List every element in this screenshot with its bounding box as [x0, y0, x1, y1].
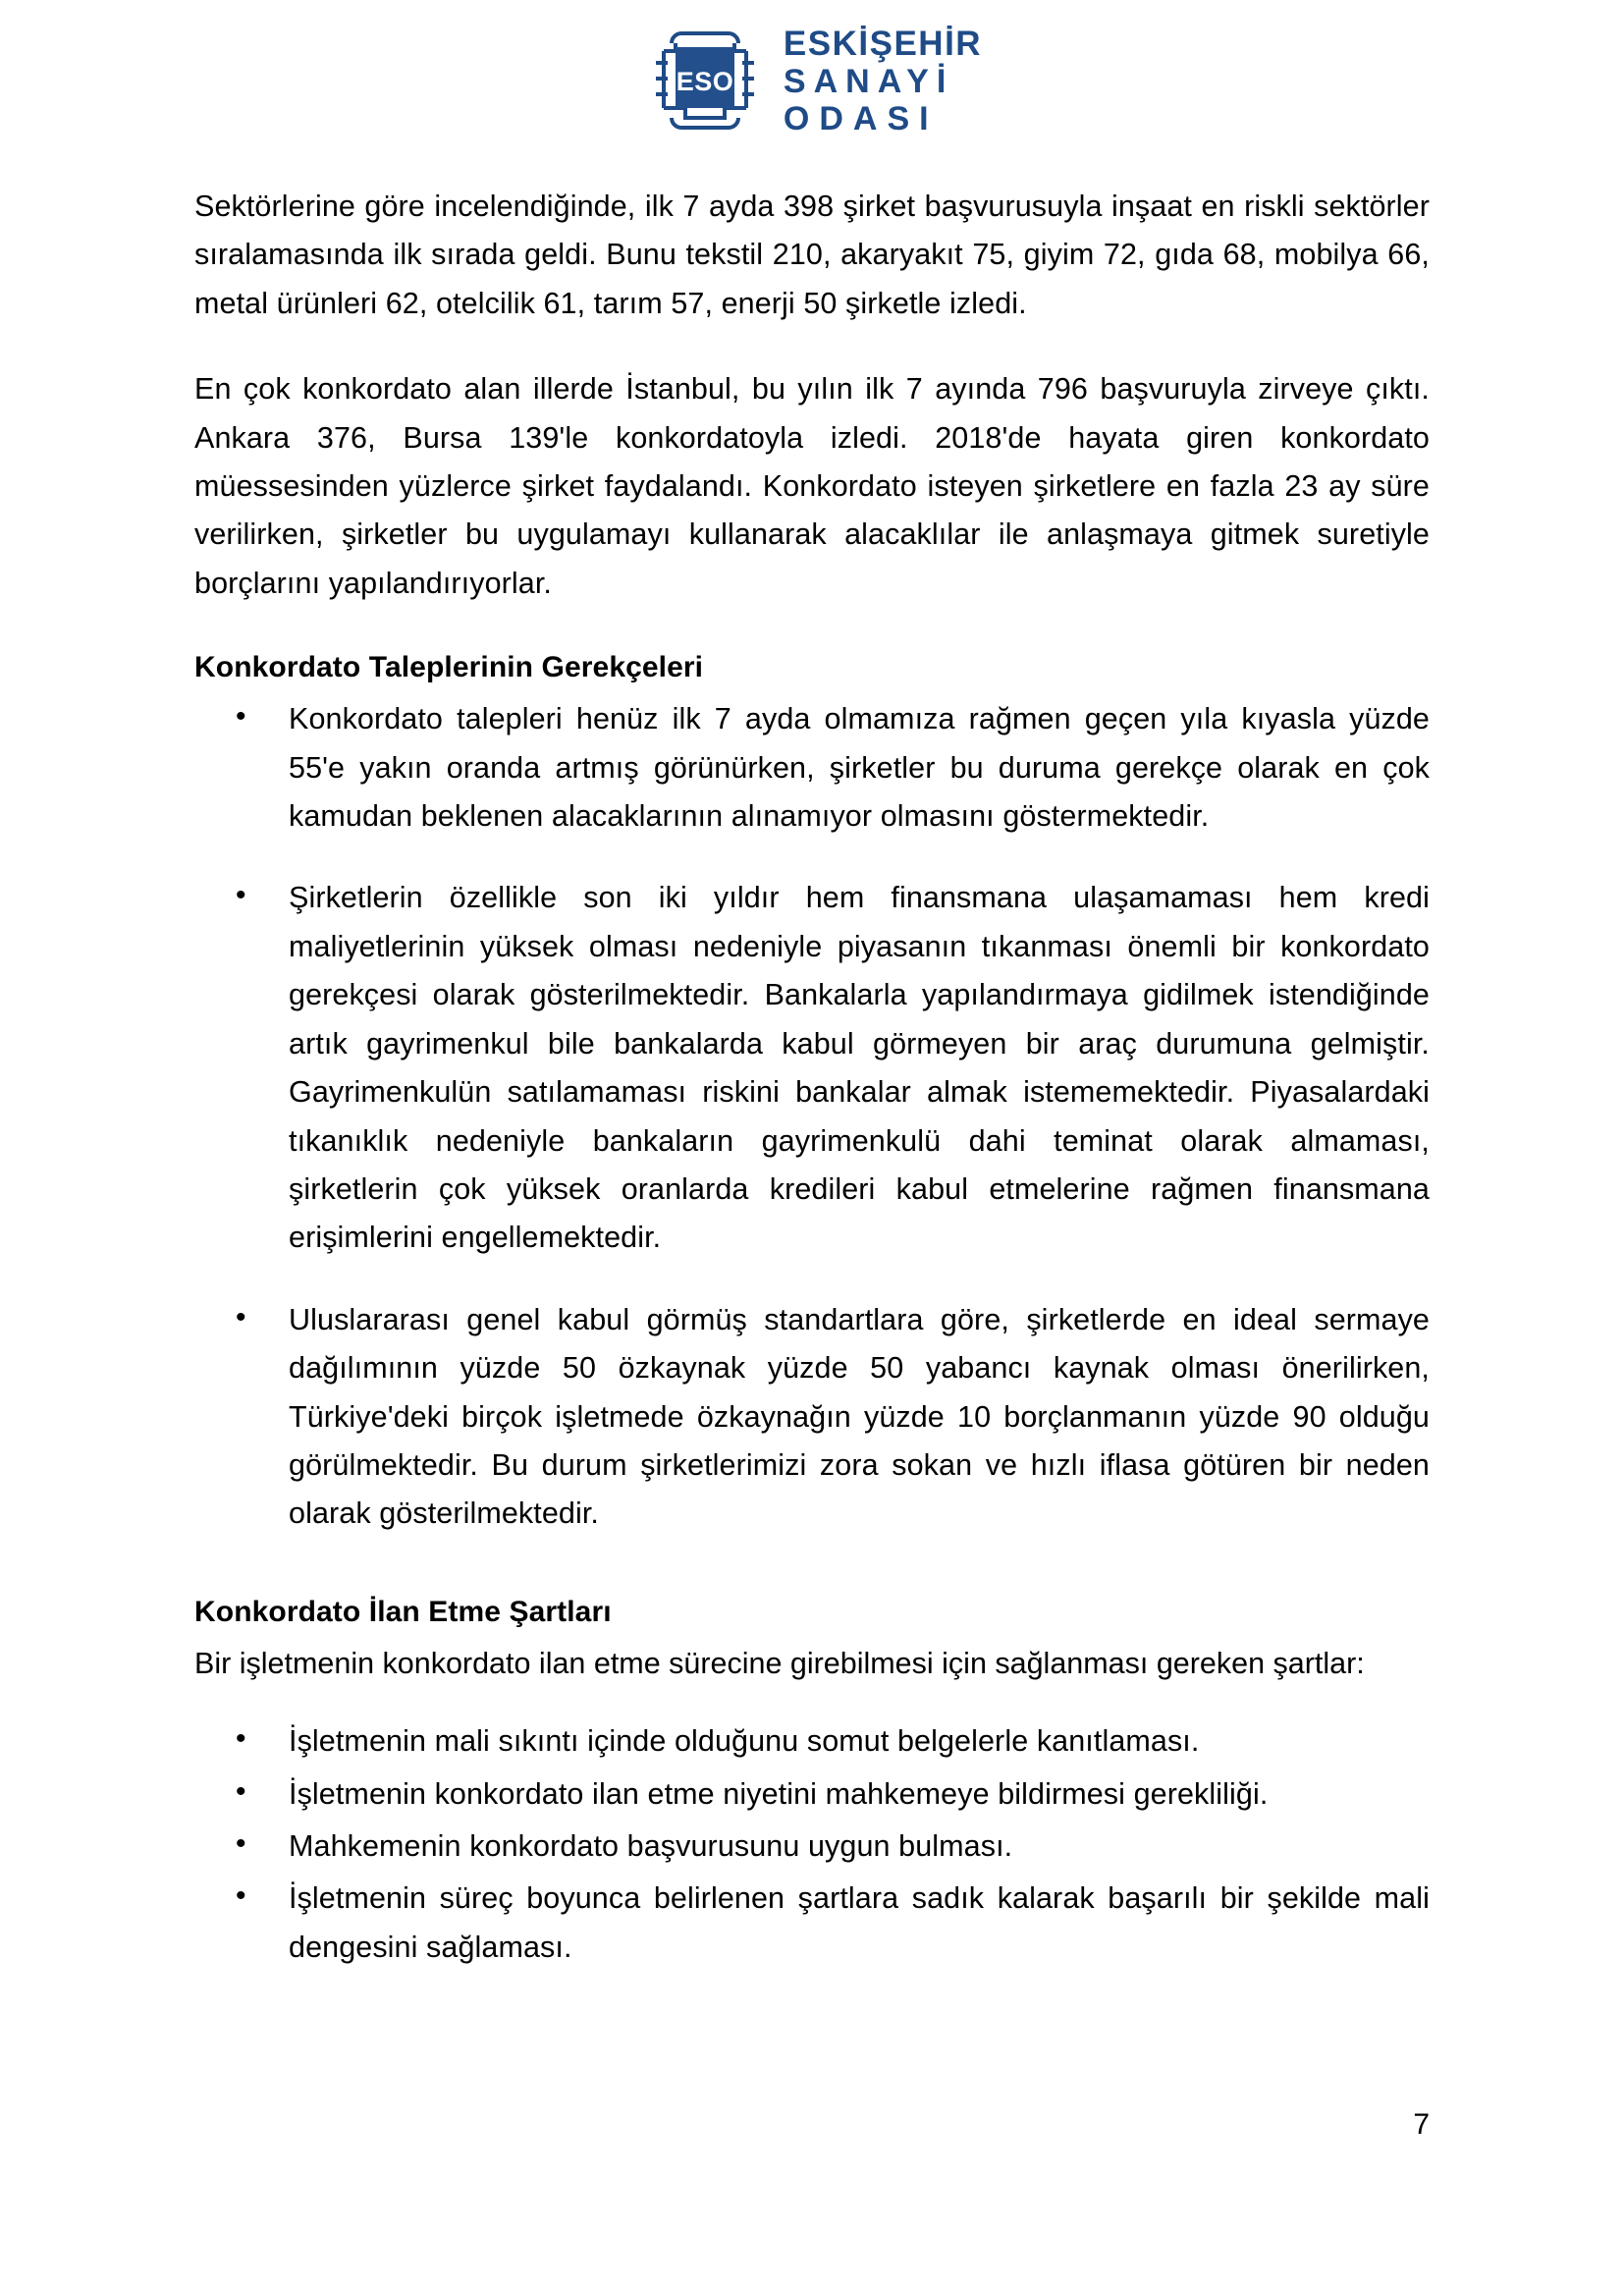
heading-konkordato-ilan-sartlari: Konkordato İlan Etme Şartları — [194, 1595, 612, 1628]
list-item: • Şirketlerin özellikle son iki yıldır hem finansmana ulaşamaması hem kredi maliyetlerinin yüksek olması nedeniyle piyasanın tıkanması önemli bir konkordato gerekçesi olarak gösterilmektedir. Bankalarla yapılandırmaya gidilmek istendiğinde artık gayrimenkul bile bankalarda kabul görmeyen bir araç durumuna gelmiştir. Gayrimenkulün satılamaması riskini bankalar almak istememektedir. Piyasalardaki tıkanıklık nedeniyle bankaların gayrimenkulü dahi teminat olarak almaması, şirketlerin çok yüksek oranlarda kredileri kabul etmelerine rağmen finansmana erişimlerini engellemektedir. — [194, 874, 1430, 1262]
paragraph-sartlar-lead-in: Bir işletmenin konkordato ilan etme sürecine girebilmesi için sağlanması gereken şartlar: — [194, 1646, 1365, 1680]
list-item: • Uluslararası genel kabul görmüş standartlara göre, şirketlerde en ideal sermaye dağılımının yüzde 50 özkaynak yüzde 50 yabancı kaynak olması önerilirken, Türkiye'deki birçok işletmede özkaynağın yüzde 10 borçlanmanın yüzde 90 olduğu görülmektedir. Bu durum şirketlerimizi zora sokan ve hızlı iflasa götüren bir neden olarak gösterilmektedir. — [194, 1296, 1430, 1539]
list-item: • Mahkemenin konkordato başvurusunu uygun bulması. — [194, 1823, 1430, 1871]
logo-line-sanayi: SANAYİ — [783, 62, 954, 100]
svg-text:ESO: ESO — [676, 67, 734, 96]
list-item: • İşletmenin mali sıkıntı içinde olduğunu somut belgelerle kanıtlaması. — [194, 1717, 1430, 1766]
logo-line-odasi: ODASI — [783, 99, 939, 137]
page-number: 7 — [1413, 2108, 1430, 2141]
list-item: • İşletmenin konkordato ilan etme niyetini mahkemeye bildirmesi gerekliliği. — [194, 1770, 1430, 1819]
list-item: • Konkordato talepleri henüz ilk 7 ayda olmamıza rağmen geçen yıla kıyasla yüzde 55'e yakın oranda artmış görünürken, şirketler bu duruma gerekçe olarak en çok kamudan beklenen alacaklarının alınamıyor olmasını göstermektedir. — [194, 695, 1430, 841]
heading-konkordato-gerekceleri: Konkordato Taleplerinin Gerekçeleri — [194, 651, 704, 684]
page-header — [0, 22, 1624, 137]
bullet-list-gerekceler — [194, 695, 1430, 1539]
document-content — [194, 183, 1430, 1976]
logo-line-eskisehir: ESKİŞEHİR — [783, 24, 983, 63]
bullet-list-sartlar — [194, 1717, 1430, 1972]
eso-logo-wordmark — [784, 25, 982, 136]
list-item: • İşletmenin süreç boyunca belirlenen şartlara sadık kalarak başarılı bir şekilde mali dengesini sağlaması. — [194, 1875, 1430, 1972]
paragraph-sectors: Sektörlerine göre incelendiğinde, ilk 7 ayda 398 şirket başvurusuyla inşaat en riskli sektörler sıralamasında ilk sırada geldi. Bunu tekstil 210, akaryakıt 75, giyim 72, gıda 68, mobilya 66, metal ürünleri 62, otelcilik 61, tarım 57, enerji 50 şirketle izledi. — [194, 190, 1430, 320]
paragraph-cities: En çok konkordato alan illerde İstanbul, bu yılın ilk 7 ayında 796 başvuruyla zirveye çıktı. Ankara 376, Bursa 139'le konkordatoyla izledi. 2018'de hayata giren konkordato müessesinden yüzlerce şirket faydalandı. Konkordato isteyen şirketlere en fazla 23 ay süre verilirken, şirketler bu uygulamayı kullanarak alacaklılar ile anlaşmaya gitmek suretiyle borçlarını yapılandırıyorlar. — [194, 372, 1430, 600]
eso-logo-mark-icon — [642, 22, 768, 137]
eso-logo — [642, 22, 982, 137]
